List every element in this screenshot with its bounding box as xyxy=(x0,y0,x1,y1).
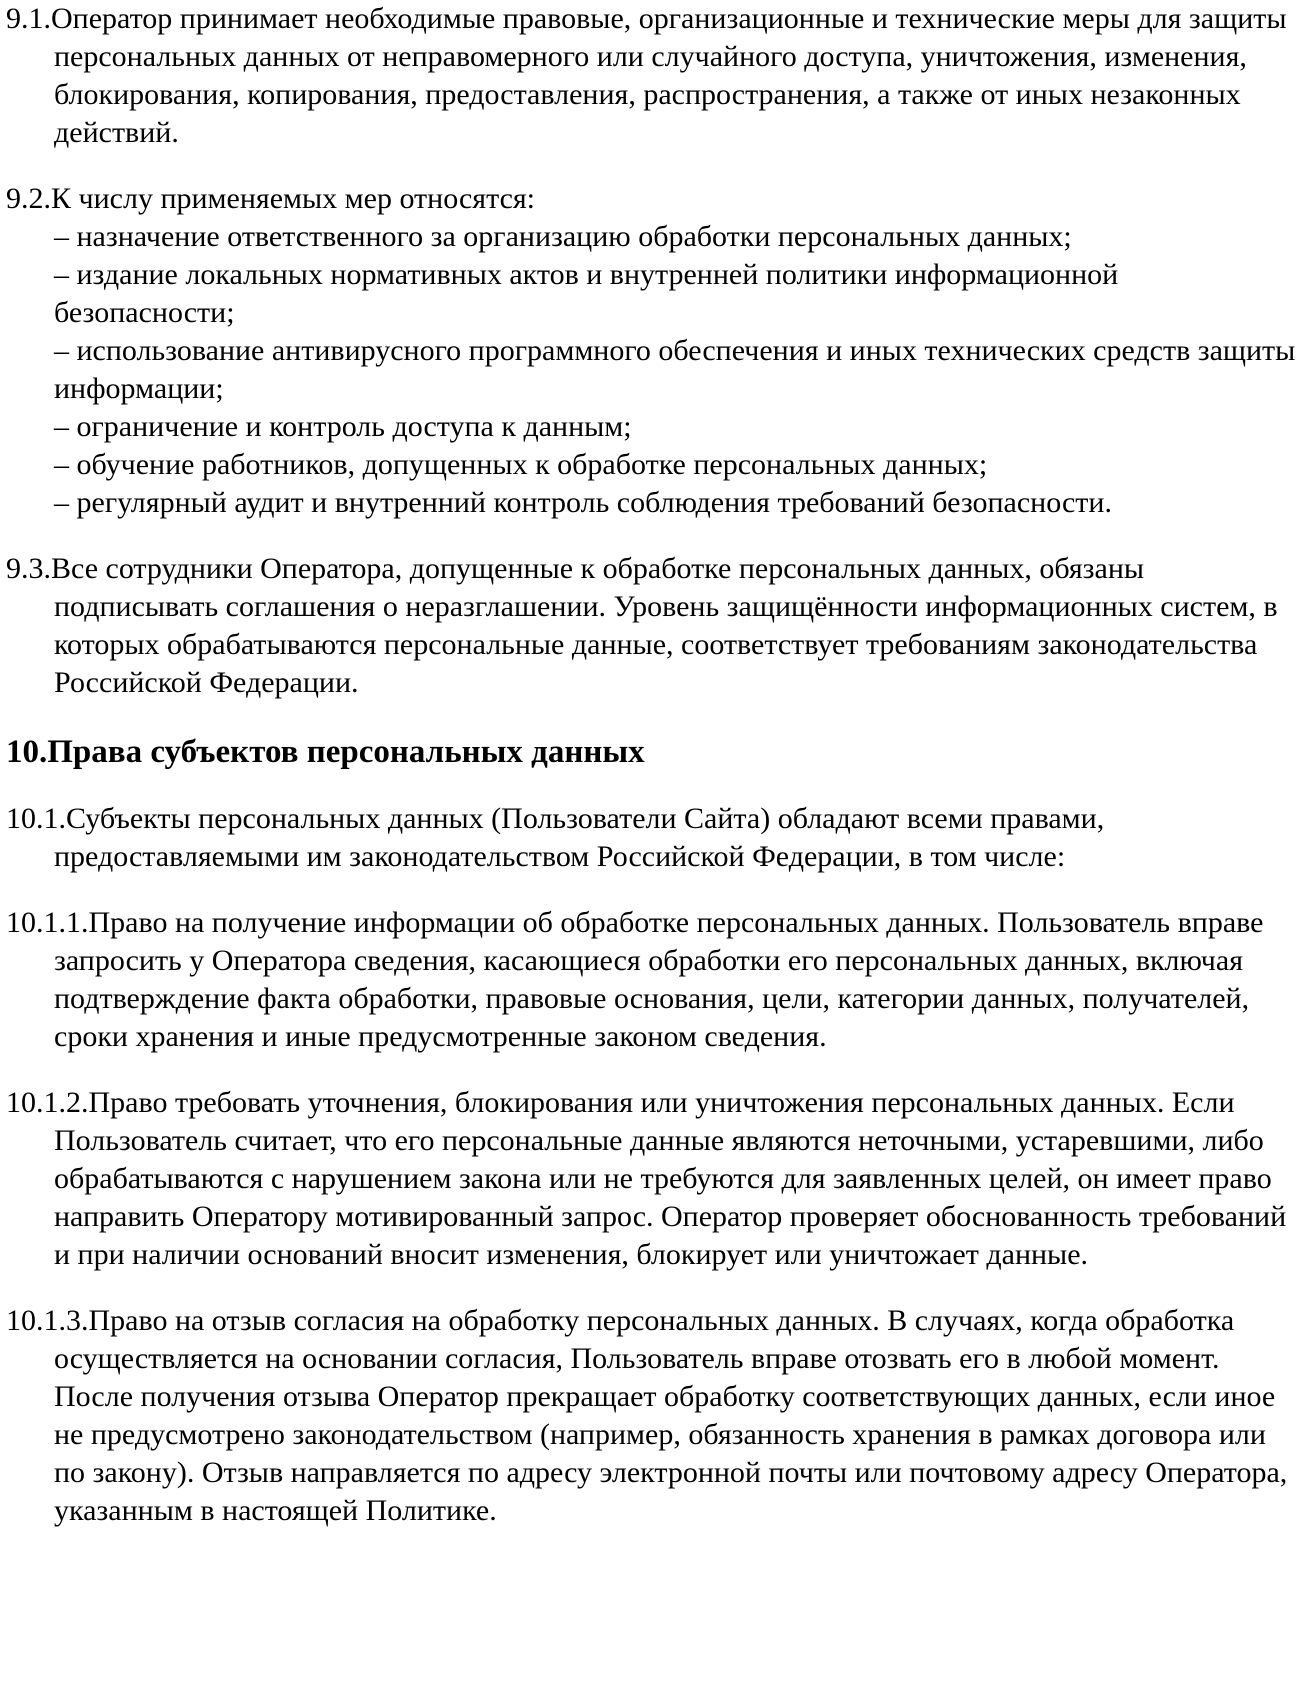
paragraph-number: 9.1. xyxy=(6,2,51,35)
section-heading-10 xyxy=(6,732,1304,772)
paragraph-number: 9.3. xyxy=(6,552,51,585)
list-item: – обучение работников, допущенных к обработке персональных данных; xyxy=(54,448,988,481)
document-page xyxy=(6,0,1304,1530)
paragraph-10-1 xyxy=(6,800,1304,876)
list-item: – ограничение и контроль доступа к данным; xyxy=(54,410,632,443)
paragraph-text: Право требовать уточнения, блокирования или уничтожения персональных данных. Если Пользователь считает, что его персональные данные являются неточными, устаревшими, либо обрабатываются с нарушением закона или не требуются для заявленных целей, он имеет право направить Оператору мотивированный запрос. Оператор проверяет обоснованность требований и при наличии оснований вносит изменения, блокирует или уничтожает данные. xyxy=(54,1086,1287,1271)
paragraph-number: 10.1.1. xyxy=(6,906,89,939)
paragraph-number: 9.2. xyxy=(6,182,51,215)
list-item: – назначение ответственного за организацию обработки персональных данных; xyxy=(54,220,1072,253)
paragraph-lead: К числу применяемых мер относятся: xyxy=(51,182,536,215)
paragraph-text: Все сотрудники Оператора, допущенные к обработке персональных данных, обязаны подписывать соглашения о неразглашении. Уровень защищённости информационных систем, в которых обрабатываются персональные данные, соответствует требованиям законодательства Российской Федерации. xyxy=(51,552,1278,699)
list-item: – издание локальных нормативных актов и внутренней политики информационной безопасности; xyxy=(54,258,1119,329)
paragraph-text: Право на отзыв согласия на обработку персональных данных. В случаях, когда обработка осуществляется на основании согласия, Пользователь вправе отозвать его в любой момент. После получения отзыва Оператор прекращает обработку соответствующих данных, если иное не предусмотрено законодательством (например, обязанность хранения в рамках договора или по закону). Отзыв направляется по адресу электронной почты или почтовому адресу Оператора, указанным в настоящей Политике. xyxy=(54,1304,1288,1527)
paragraph-9-1 xyxy=(6,0,1304,152)
paragraph-lead-line xyxy=(6,180,1304,218)
paragraph-number: 10.1.2. xyxy=(6,1086,89,1119)
section-title: Права субъектов персональных данных xyxy=(47,734,645,770)
paragraph-text: Субъекты персональных данных (Пользователи Сайта) обладают всеми правами, предоставляемыми им законодательством Российской Федерации, в том числе: xyxy=(54,802,1105,873)
paragraph-number: 10.1. xyxy=(6,802,66,835)
section-number: 10. xyxy=(6,734,48,770)
paragraph-10-1-1 xyxy=(6,904,1304,1056)
paragraph-number: 10.1.3. xyxy=(6,1304,89,1337)
paragraph-text: Оператор принимает необходимые правовые, организационные и технические меры для защиты персональных данных от неправомерного или случайного доступа, уничтожения, изменения, блокирования, копирования, предоставления, распространения, а также от иных незаконных действий. xyxy=(51,2,1287,149)
list-item: – использование антивирусного программного обеспечения и иных технических средств защиты информации; xyxy=(54,334,1296,405)
list-item: – регулярный аудит и внутренний контроль соблюдения требований безопасности. xyxy=(54,486,1112,519)
paragraph-10-1-3 xyxy=(6,1302,1304,1530)
paragraph-9-3 xyxy=(6,550,1304,702)
paragraph-10-1-2 xyxy=(6,1084,1304,1274)
paragraph-9-2 xyxy=(6,180,1304,522)
paragraph-text: Право на получение информации об обработке персональных данных. Пользователь вправе запросить у Оператора сведения, касающиеся обработки его персональных данных, включая подтверждение факта обработки, правовые основания, цели, категории данных, получателей, сроки хранения и иные предусмотренные законом сведения. xyxy=(54,906,1264,1053)
